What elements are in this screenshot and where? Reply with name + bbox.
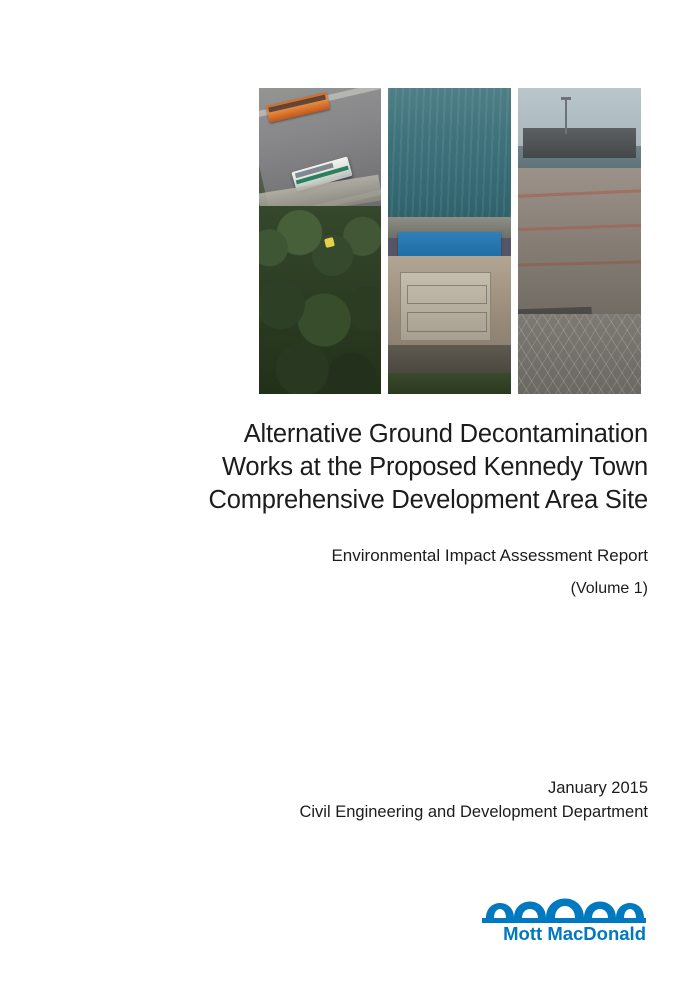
photo-paved-yard (518, 88, 641, 394)
paving-blocks (518, 314, 641, 394)
document-title-line-3: Comprehensive Development Area Site (208, 486, 648, 514)
title-block (40, 418, 648, 600)
mott-macdonald-logo (480, 882, 648, 944)
document-volume: (Volume 1) (570, 580, 648, 597)
sea-water (388, 88, 511, 223)
publishing-department: Civil Engineering and Development Department (299, 803, 648, 821)
cover-image-strip (259, 88, 641, 394)
document-title-line-1: Alternative Ground Decontamination (243, 420, 648, 448)
blue-roof-shed (398, 232, 501, 256)
pier-structure (523, 128, 636, 159)
document-subtitle: Environmental Impact Assessment Report (331, 546, 648, 565)
photo-road-buses (259, 88, 381, 394)
photo-waterfront-site (388, 88, 511, 394)
logo-wordmark: Mott MacDonald (503, 923, 646, 944)
tree-canopy (259, 206, 381, 394)
document-title (40, 418, 648, 517)
vegetation-strip (388, 373, 511, 394)
document-title-line-2: Works at the Proposed Kennedy Town (221, 453, 648, 481)
publication-date: January 2015 (548, 779, 648, 797)
mast (565, 97, 567, 134)
footer-block (40, 776, 648, 824)
concrete-slab (400, 272, 491, 341)
